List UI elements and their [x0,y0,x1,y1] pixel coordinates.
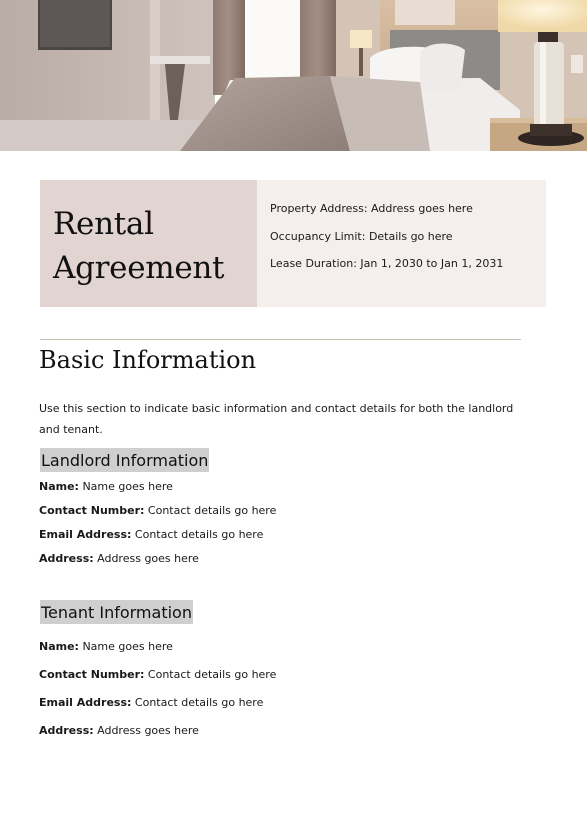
field-label: Address: [39,552,94,565]
lease-duration: Lease Duration: Jan 1, 2030 to Jan 1, 2031 [270,257,504,270]
field-value: Contact details go here [144,504,277,517]
field-label: Email Address: [39,528,132,541]
field-value: Name goes here [78,480,173,493]
landlord-name [39,480,173,494]
tenant-information-heading: Tenant Information [40,600,193,624]
property-summary-panel [257,180,546,307]
document-title-line-2: Agreement [53,250,225,286]
field-value: Address goes here [93,552,199,565]
section-divider [40,339,521,340]
field-label: Contact Number: [39,504,145,517]
landlord-contact-number [39,504,276,518]
landlord-information-heading: Landlord Information [40,448,209,472]
tenant-contact-number [39,668,276,682]
document-title [53,202,257,290]
basic-information-heading: Basic Information [39,346,257,374]
field-value: Contact details go here [144,668,277,681]
title-card [40,180,546,307]
field-value: Name goes here [78,640,173,653]
field-value: Address goes here [93,724,199,737]
landlord-email-address [39,528,263,542]
document-title-line-1: Rental [53,206,154,242]
occupancy-limit: Occupancy Limit: Details go here [270,229,453,243]
field-value: Contact details go here [131,528,264,541]
hero-bedroom-image [0,0,587,151]
property-address: Property Address: Address goes here [270,202,473,215]
field-label: Email Address: [39,696,132,709]
field-label: Contact Number: [39,668,145,681]
field-label: Address: [39,724,94,737]
landlord-address [39,552,199,566]
tenant-email-address [39,696,263,710]
tenant-name [39,640,173,654]
title-panel [40,180,257,307]
basic-information-intro: Use this section to indicate basic information and contact details for both the landlord and tenant. [39,402,514,436]
field-label: Name: [39,480,79,493]
tenant-address [39,724,199,738]
field-label: Name: [39,640,79,653]
field-value: Contact details go here [131,696,264,709]
